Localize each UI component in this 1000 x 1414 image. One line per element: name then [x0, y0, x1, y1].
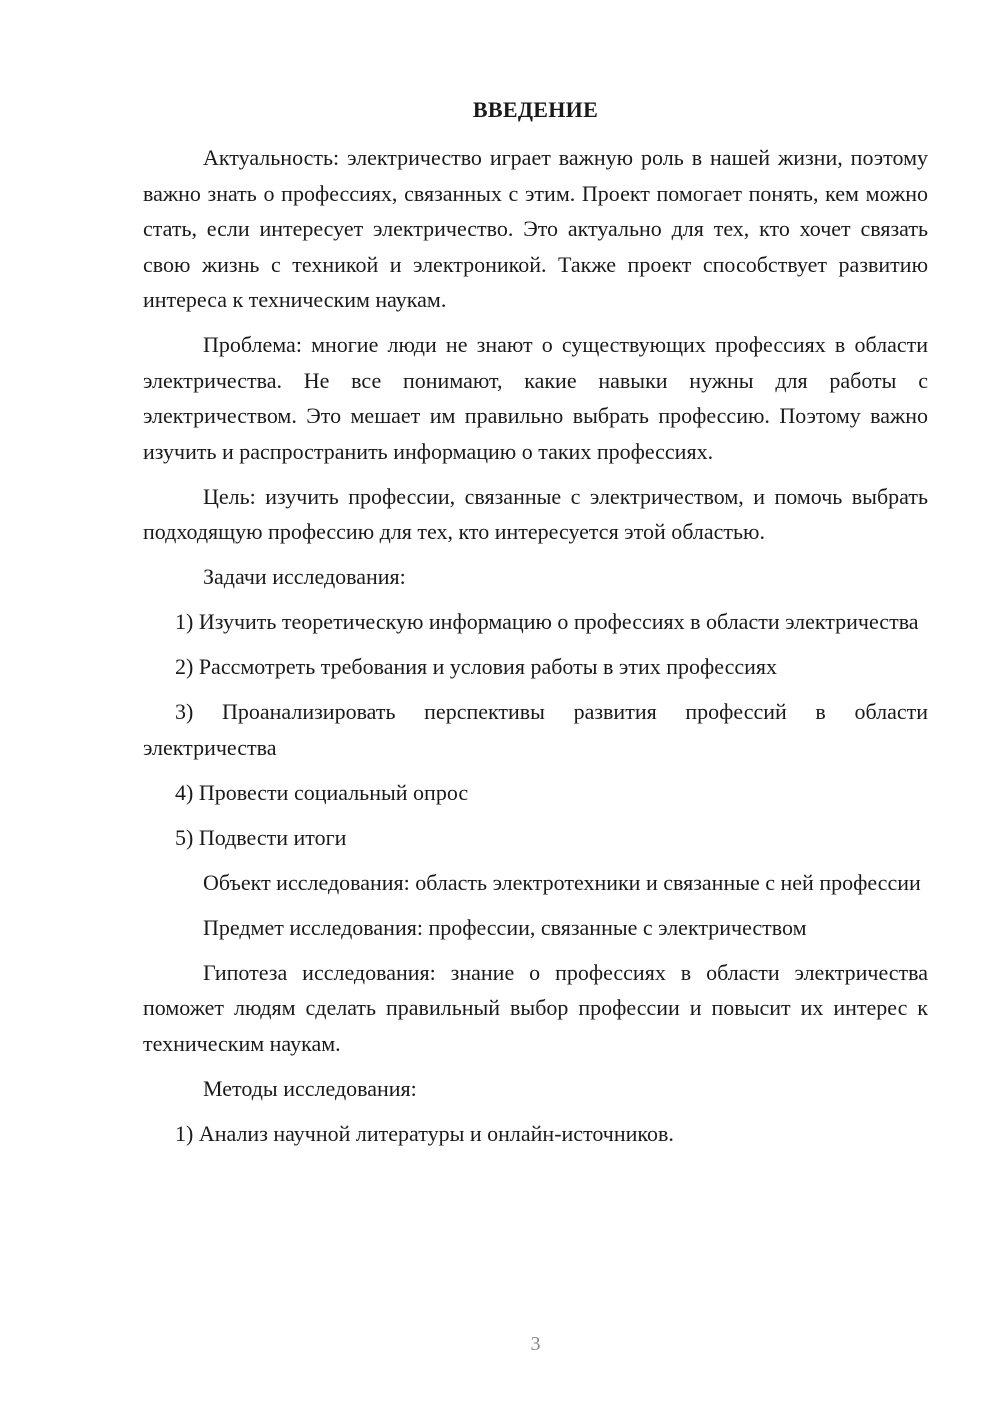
task-item-3: 3) Проанализировать перспективы развития профессий в области электричества: [143, 699, 928, 760]
object-paragraph: Объект исследования: область электротехники и связанные с ней профессии: [203, 869, 921, 895]
hypothesis-paragraph: Гипотеза исследования: знание о профессиях в области электричества поможет людям сделать правильный выбор профессии и повысит их интерес к техническим наукам.: [143, 959, 928, 1056]
document-page: [143, 0, 928, 1414]
methods-heading: Методы исследования:: [203, 1075, 417, 1101]
tasks-heading: Задачи исследования:: [203, 564, 406, 589]
document-body: [143, 140, 928, 1161]
task-item-2: 2) Рассмотреть требования и условия работы в этих профессиях: [175, 654, 777, 679]
method-item-1: 1) Анализ научной литературы и онлайн-источников.: [175, 1120, 674, 1146]
task-item-5: 5) Подвести итоги: [175, 824, 347, 850]
section-title: ВВЕДЕНИЕ: [472, 97, 599, 122]
task-item-4: 4) Провести социальный опрос: [175, 779, 469, 805]
subject-paragraph: Предмет исследования: профессии, связанные с электричеством: [203, 914, 807, 940]
task-item-1: 1) Изучить теоретическую информацию о профессиях в области электричества: [175, 609, 919, 634]
goal-paragraph: Цель: изучить профессии, связанные с электричеством, и помочь выбрать подходящую профессию для тех, кто интересуется этой областью.: [143, 483, 928, 544]
page-number: 3: [530, 1333, 541, 1355]
relevance-paragraph: Актуальность: электричество играет важную роль в нашей жизни, поэтому важно знать о профессиях, связанных с этим. Проект помогает понять, кем можно стать, если интересует электричество. Это актуально для тех, кто хочет связать свою жизнь с техникой и электроникой. Также проект способствует развитию интереса к техническим наукам.: [143, 145, 928, 312]
problem-paragraph: Проблема: многие люди не знают о существующих профессиях в области электричества. Не все понимают, какие навыки нужны для работы с электричеством. Это мешает им правильно выбрать профессию. Поэтому важно изучить и распространить информацию о таких профессиях.: [143, 332, 928, 464]
